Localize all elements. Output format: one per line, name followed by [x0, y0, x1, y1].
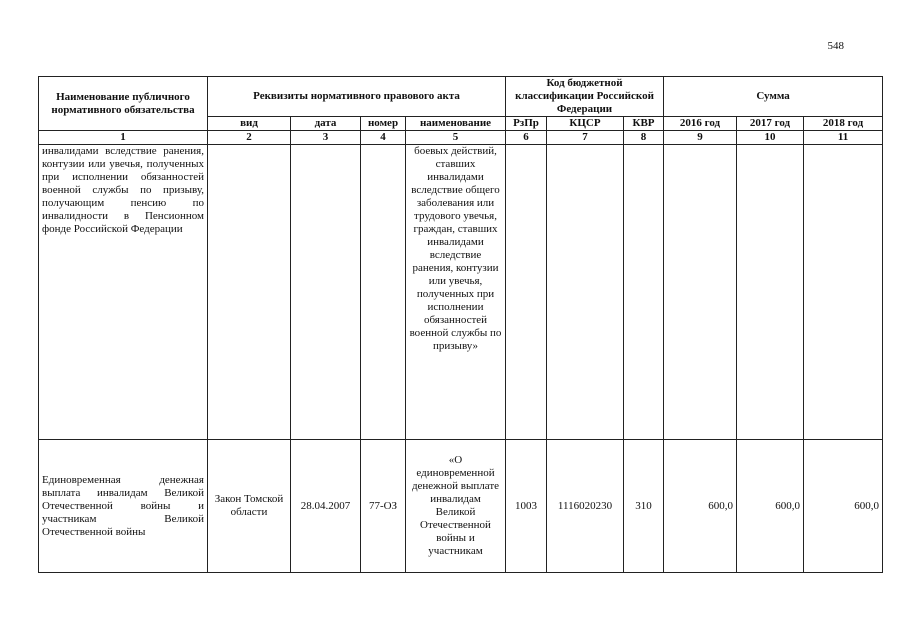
header-2016: 2016 год — [664, 117, 737, 131]
header-kcsr: КЦСР — [547, 117, 624, 131]
column-number: 7 — [547, 131, 624, 145]
column-number: 3 — [291, 131, 361, 145]
column-number: 9 — [664, 131, 737, 145]
column-number: 6 — [506, 131, 547, 145]
column-number: 10 — [737, 131, 804, 145]
cell-vid — [208, 145, 291, 440]
column-number: 11 — [804, 131, 883, 145]
cell-obligation: Единовременная денежная выплата инвалидам Великой Отечественной войны и участникам Великой Отечественной войны — [39, 440, 208, 573]
column-number: 2 — [208, 131, 291, 145]
header-sum: Сумма — [664, 77, 883, 117]
cell-kcsr — [547, 145, 624, 440]
header-nomer: номер — [361, 117, 406, 131]
cell-2018 — [804, 145, 883, 440]
header-act-details: Реквизиты нормативного правового акта — [208, 77, 506, 117]
header-2018: 2018 год — [804, 117, 883, 131]
header-kvr: КВР — [624, 117, 664, 131]
cell-vid: Закон Томской области — [208, 440, 291, 573]
cell-naimenovanie: «О единовременной денежной выплате инвалидам Великой Отечественной войны и участникам — [406, 440, 506, 573]
cell-2016 — [664, 145, 737, 440]
column-number: 1 — [39, 131, 208, 145]
cell-nomer: 77-ОЗ — [361, 440, 406, 573]
cell-kvr — [624, 145, 664, 440]
cell-2017: 600,0 — [737, 440, 804, 573]
cell-2017 — [737, 145, 804, 440]
cell-data — [291, 145, 361, 440]
cell-kvr: 310 — [624, 440, 664, 573]
cell-rzpr — [506, 145, 547, 440]
page-number: 548 — [827, 40, 844, 52]
header-rzpr: РзПр — [506, 117, 547, 131]
cell-naimenovanie: боевых действий, ставших инвалидами вследствие общего заболевания или трудового увечья, граждан, ставших инвалидами вследствие ранения, контузии или увечья, полученных при исполнении обязанностей военной службы по призыву» — [406, 145, 506, 440]
budget-table — [38, 76, 883, 573]
cell-obligation: инвалидами вследствие ранения, контузии или увечья, полученных при исполнении обязанностей военной службы по призыву, получающим пенсию по инвалидности в Пенсионном фонде Российской Федерации — [39, 145, 208, 440]
cell-rzpr: 1003 — [506, 440, 547, 573]
table-row — [39, 440, 883, 573]
cell-kcsr: 1116020230 — [547, 440, 624, 573]
cell-nomer — [361, 145, 406, 440]
column-number: 4 — [361, 131, 406, 145]
column-number: 8 — [624, 131, 664, 145]
header-budget-code: Код бюджетной классификации Российской Федерации — [506, 77, 664, 117]
cell-2018: 600,0 — [804, 440, 883, 573]
header-data: дата — [291, 117, 361, 131]
header-vid: вид — [208, 117, 291, 131]
header-obligation: Наименование публичного нормативного обязательства — [39, 77, 208, 131]
header-naimenovanie: наименование — [406, 117, 506, 131]
cell-2016: 600,0 — [664, 440, 737, 573]
table-row — [39, 145, 883, 440]
cell-data: 28.04.2007 — [291, 440, 361, 573]
header-2017: 2017 год — [737, 117, 804, 131]
column-number: 5 — [406, 131, 506, 145]
